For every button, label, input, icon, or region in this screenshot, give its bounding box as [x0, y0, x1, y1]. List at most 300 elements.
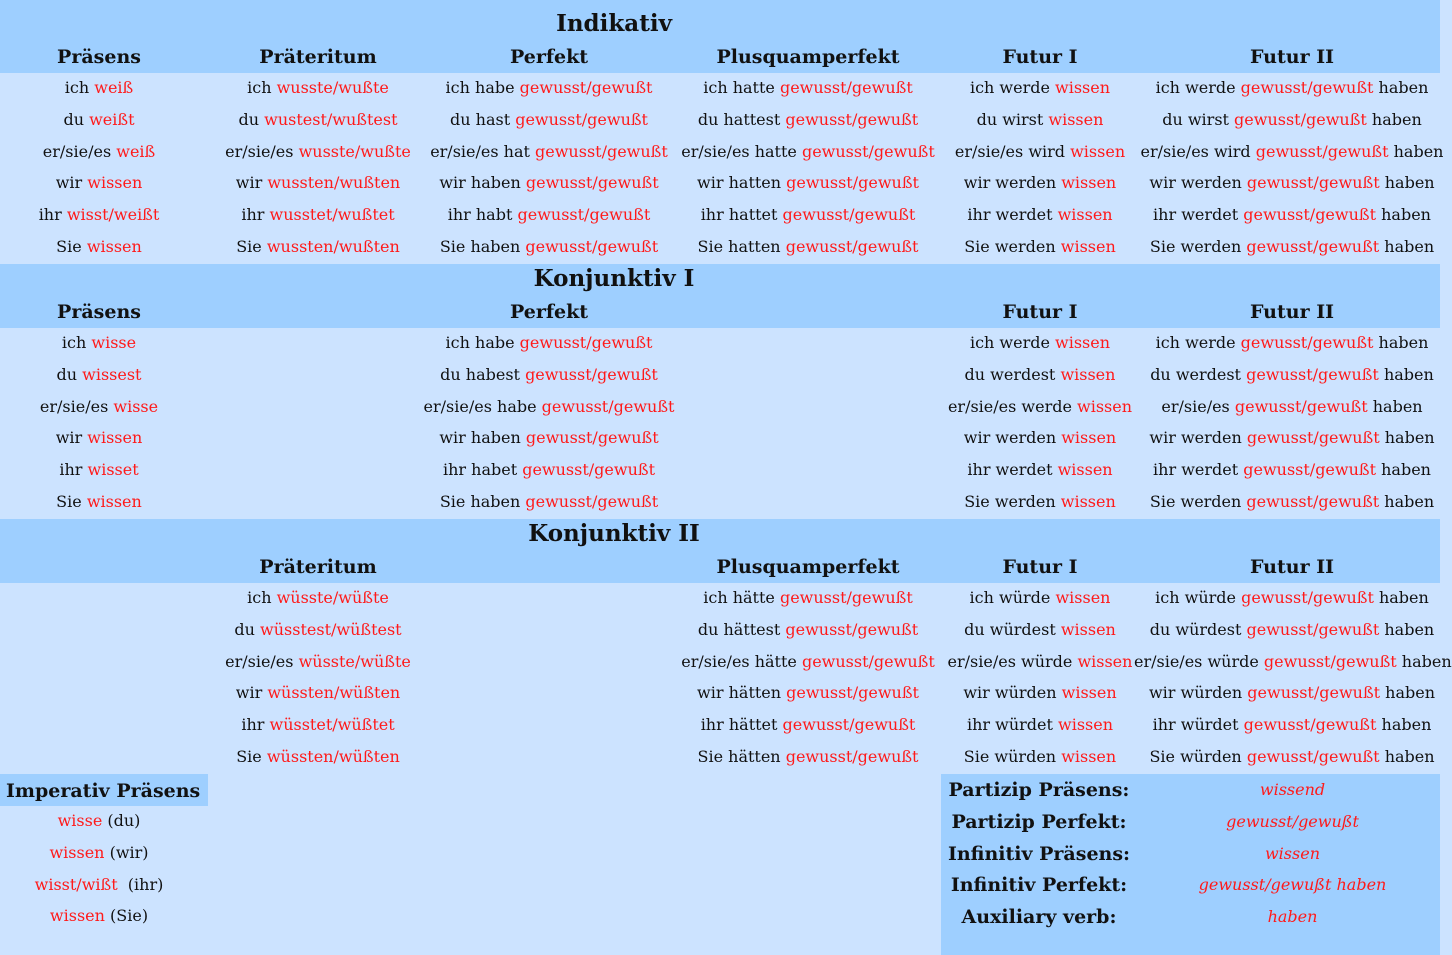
- conjugation-cell: [417, 173, 682, 192]
- cell-prefix: er/sie/es: [225, 651, 299, 671]
- conjugation-cell: [0, 428, 208, 447]
- cell-verb-form: gewusst/gewußt: [1240, 333, 1374, 352]
- imperativ-row: [0, 906, 198, 925]
- cell-prefix: Sie würden: [963, 747, 1062, 766]
- cell-verb-form: gewusst/gewußt: [1247, 683, 1381, 703]
- conjugation-cell: [673, 747, 943, 766]
- konjunktiv2-title: Konjunktiv II: [528, 520, 700, 547]
- conjugation-cell: [673, 652, 943, 671]
- konjunktiv2-col-header: Futur II: [1250, 556, 1334, 578]
- konjunktiv1-col-header: Perfekt: [509, 301, 589, 323]
- cell-prefix: ich werde: [969, 78, 1056, 97]
- cell-verb-form: wustest/wußtest: [264, 109, 398, 129]
- conjugation-cell: [673, 588, 943, 607]
- participle-label: Partizip Perfekt:: [951, 810, 1127, 833]
- cell-prefix: wir: [235, 683, 268, 703]
- cell-prefix: er/sie/es wird: [954, 141, 1071, 161]
- cell-prefix: Sie werden: [964, 237, 1061, 256]
- cell-verb-form: gewusst/gewußt: [782, 205, 916, 225]
- cell-prefix: Sie hatten: [697, 237, 786, 256]
- cell-suffix: haben: [1376, 460, 1431, 480]
- cell-suffix: haben: [1379, 237, 1435, 256]
- cell-verb-form: gewusst/gewußt: [519, 78, 653, 97]
- cell-verb-form: wissen: [1061, 428, 1117, 448]
- participle-value: wissend: [1259, 780, 1326, 799]
- cell-suffix: haben: [1379, 492, 1435, 511]
- cell-verb-form: gewusst/gewußt: [525, 237, 659, 256]
- indikativ-title: Indikativ: [556, 10, 672, 37]
- konjunktiv1-col-header: Futur I: [1002, 301, 1078, 323]
- conjugation-cell: [930, 142, 1150, 161]
- cell-prefix: er/sie/es hätte: [681, 651, 802, 671]
- cell-prefix: ihr hattet: [700, 205, 783, 225]
- cell-verb-form: gewusst/gewußt: [525, 364, 658, 384]
- cell-prefix: er/sie/es hatte: [681, 141, 802, 161]
- cell-verb-form: gewusst/gewußt: [1246, 747, 1380, 766]
- conjugation-cell: [0, 365, 208, 384]
- conjugation-cell: [1134, 78, 1450, 97]
- conjugation-cell: [930, 237, 1150, 256]
- conjugation-cell: [193, 173, 443, 192]
- cell-suffix: haben: [1396, 651, 1452, 671]
- cell-verb-form: wissen: [1055, 588, 1111, 607]
- conjugation-cell: [0, 397, 208, 416]
- cell-prefix: er/sie/es hat: [430, 141, 536, 161]
- cell-prefix: er/sie/es: [39, 396, 114, 416]
- cell-verb-form: gewusst/gewußt: [535, 141, 668, 161]
- conjugation-cell: [930, 428, 1150, 447]
- cell-verb-form: wisse: [113, 396, 159, 416]
- imperativ-verb: wissen: [49, 842, 105, 862]
- cell-verb-form: wissen: [1077, 396, 1133, 416]
- imperativ-pronoun: (Sie): [104, 906, 149, 926]
- cell-prefix: er/sie/es: [1161, 396, 1235, 416]
- cell-verb-form: gewusst/gewußt: [785, 109, 919, 129]
- cell-verb-form: wissen: [86, 492, 142, 511]
- cell-verb-form: wisse: [91, 333, 137, 352]
- participle-label: Partizip Präsens:: [948, 779, 1130, 801]
- cell-prefix: ihr werdet: [1153, 460, 1244, 480]
- cell-prefix: du wirst: [1162, 109, 1235, 129]
- conjugation-cell: [1134, 237, 1450, 256]
- conjugation-cell: [673, 620, 943, 639]
- cell-prefix: Sie: [56, 237, 87, 256]
- cell-verb-form: gewusst/gewußt: [1246, 619, 1380, 639]
- cell-verb-form: wissen: [1057, 460, 1113, 480]
- cell-verb-form: gewusst/gewußt: [1240, 78, 1374, 97]
- cell-verb-form: gewusst/gewußt: [1243, 205, 1377, 225]
- cell-verb-form: weiß: [94, 78, 134, 97]
- cell-prefix: ich hätte: [703, 588, 780, 607]
- imperativ-verb: wissen: [49, 906, 105, 926]
- cell-verb-form: wussten/wußten: [267, 173, 401, 193]
- cell-verb-form: wissen: [1061, 747, 1117, 766]
- cell-prefix: wir hätten: [697, 683, 787, 703]
- conjugation-cell: [673, 78, 943, 97]
- cell-verb-form: gewusst/gewußt: [785, 747, 919, 766]
- conjugation-cell: [1134, 652, 1450, 671]
- cell-suffix: haben: [1378, 364, 1434, 384]
- cell-verb-form: wissen: [1061, 683, 1117, 703]
- conjugation-cell: [193, 620, 443, 639]
- cell-prefix: ich werde: [1155, 333, 1241, 352]
- cell-verb-form: wissen: [1070, 141, 1126, 161]
- cell-prefix: er/sie/es würde: [947, 651, 1078, 671]
- cell-suffix: haben: [1379, 619, 1435, 639]
- conjugation-cell: [193, 142, 443, 161]
- imperativ-pronoun: (du): [102, 811, 141, 830]
- cell-verb-form: gewusst/gewußt: [1243, 460, 1377, 480]
- konjunktiv2-col-header: Präteritum: [259, 556, 377, 578]
- conjugation-cell: [417, 460, 682, 479]
- participle-value: gewusst/gewußt haben: [1198, 875, 1387, 895]
- conjugation-cell: [417, 428, 682, 447]
- participle-value: wissen: [1264, 843, 1320, 863]
- conjugation-cell: [673, 205, 943, 224]
- participle-value: haben: [1267, 907, 1318, 927]
- conjugation-cell: [0, 78, 208, 97]
- conjugation-cell: [1134, 205, 1450, 224]
- conjugation-cell: [673, 173, 943, 192]
- conjugation-cell: [930, 652, 1150, 671]
- conjugation-cell: [930, 78, 1150, 97]
- cell-prefix: er/sie/es habe: [423, 396, 542, 416]
- cell-verb-form: wisset: [87, 460, 139, 480]
- cell-verb-form: gewusst/gewußt: [1246, 173, 1380, 193]
- cell-prefix: du wirst: [976, 109, 1049, 129]
- cell-prefix: Sie: [56, 492, 87, 511]
- conjugation-cell: [930, 683, 1150, 702]
- konjunktiv1-col-header: Präsens: [57, 301, 141, 323]
- cell-suffix: haben: [1379, 173, 1435, 193]
- cell-verb-form: wussten/wußten: [266, 237, 400, 256]
- cell-suffix: haben: [1373, 333, 1429, 352]
- conjugation-cell: [930, 110, 1150, 129]
- conjugation-cell: [417, 142, 682, 161]
- cell-verb-form: gewusst/gewußt: [1246, 237, 1380, 256]
- cell-prefix: wir würden: [1148, 683, 1248, 703]
- conjugation-cell: [930, 173, 1150, 192]
- conjugation-cell: [0, 205, 208, 224]
- cell-prefix: ich: [247, 78, 277, 97]
- konjunktiv1-col-header: Futur II: [1250, 301, 1334, 323]
- cell-prefix: wir haben: [439, 428, 526, 448]
- cell-prefix: ich: [61, 333, 92, 352]
- cell-verb-form: wusstet/wußtet: [269, 205, 395, 225]
- cell-verb-form: gewusst/gewußt: [785, 619, 919, 639]
- imperativ-pronoun: (wir): [104, 842, 149, 862]
- cell-prefix: wir: [55, 173, 88, 193]
- conjugation-cell: [1134, 460, 1450, 479]
- cell-verb-form: gewusst/gewußt: [1246, 428, 1380, 448]
- conjugation-cell: [930, 492, 1150, 511]
- cell-verb-form: wissen: [1061, 173, 1117, 193]
- cell-verb-form: gewusst/gewußt: [1241, 588, 1374, 607]
- conjugation-cell: [417, 237, 682, 256]
- cell-prefix: Sie werden: [1149, 492, 1247, 511]
- cell-prefix: er/sie/es: [225, 141, 299, 161]
- indikativ-col-header: Futur I: [1002, 46, 1078, 68]
- cell-verb-form: gewusst/gewußt: [522, 460, 655, 480]
- conjugation-cell: [193, 588, 443, 607]
- cell-prefix: Sie haben: [439, 492, 526, 511]
- cell-suffix: haben: [1380, 683, 1436, 703]
- cell-prefix: du würdest: [1149, 619, 1247, 639]
- conjugation-cell: [0, 142, 208, 161]
- conjugation-cell: [930, 365, 1150, 384]
- cell-verb-form: wüssten/wüßten: [267, 683, 401, 703]
- conjugation-cell: [1134, 142, 1450, 161]
- cell-verb-form: gewusst/gewußt: [1255, 141, 1389, 161]
- cell-verb-form: wissen: [87, 173, 143, 193]
- cell-prefix: Sie hätten: [697, 747, 786, 766]
- indikativ-col-header: Präteritum: [259, 46, 377, 68]
- conjugation-cell: [930, 715, 1150, 734]
- cell-prefix: du werdest: [964, 364, 1061, 384]
- conjugation-cell: [1134, 492, 1450, 511]
- cell-prefix: ich werde: [969, 333, 1056, 352]
- conjugation-cell: [930, 620, 1150, 639]
- cell-verb-form: wissen: [86, 237, 142, 256]
- cell-verb-form: gewusst/gewußt: [786, 683, 919, 703]
- cell-prefix: ich: [247, 588, 277, 607]
- cell-verb-form: wissen: [87, 428, 143, 448]
- conjugation-cell: [673, 237, 943, 256]
- conjugation-cell: [1134, 333, 1450, 352]
- conjugation-cell: [0, 237, 208, 256]
- conjugation-cell: [0, 110, 208, 129]
- cell-prefix: Sie: [236, 237, 267, 256]
- conjugation-cell: [193, 715, 443, 734]
- conjugation-cell: [193, 237, 443, 256]
- cell-verb-form: weiß: [116, 141, 156, 161]
- cell-prefix: ihr: [241, 205, 270, 225]
- cell-verb-form: wissen: [1060, 364, 1116, 384]
- conjugation-cell: [1134, 747, 1450, 766]
- konjunktiv1-title: Konjunktiv I: [533, 265, 695, 292]
- cell-verb-form: wüssten/wüßten: [266, 747, 400, 766]
- participle-value: gewusst/gewußt: [1226, 811, 1359, 831]
- cell-prefix: Sie würden: [1149, 747, 1247, 766]
- cell-prefix: ihr: [59, 460, 88, 480]
- cell-prefix: wir werden: [1149, 428, 1247, 448]
- cell-verb-form: wissest: [82, 364, 142, 384]
- cell-prefix: wir werden: [963, 173, 1062, 193]
- imperativ-heading: Imperativ Präsens: [0, 774, 208, 806]
- conjugation-cell: [930, 747, 1150, 766]
- imperativ-row: [0, 875, 198, 894]
- cell-prefix: du: [238, 109, 265, 129]
- cell-verb-form: gewusst/gewußt: [785, 237, 919, 256]
- conjugation-cell: [1134, 428, 1450, 447]
- cell-verb-form: gewusst/gewußt: [801, 651, 935, 671]
- conjugation-cell: [417, 365, 682, 384]
- cell-verb-form: wüsste/wüßte: [298, 651, 411, 671]
- cell-suffix: haben: [1379, 747, 1435, 766]
- cell-verb-form: wissen: [1055, 333, 1111, 352]
- cell-verb-form: gewusst/gewußt: [1234, 109, 1367, 129]
- cell-prefix: ich würde: [969, 588, 1056, 607]
- cell-prefix: ihr: [38, 205, 67, 225]
- cell-verb-form: gewusst/gewußt: [519, 333, 653, 352]
- cell-verb-form: weißt: [89, 109, 135, 129]
- cell-prefix: wir würden: [963, 683, 1062, 703]
- cell-prefix: Sie haben: [439, 237, 526, 256]
- cell-verb-form: wissen: [1060, 492, 1116, 511]
- participle-label: Infinitiv Perfekt:: [950, 874, 1128, 897]
- conjugation-cell: [1134, 397, 1450, 416]
- conjugation-cell: [417, 78, 682, 97]
- imperativ-verb: wisse: [57, 811, 103, 830]
- cell-prefix: ich werde: [1155, 78, 1241, 97]
- cell-prefix: ihr habt: [447, 205, 518, 225]
- cell-verb-form: gewusst/gewußt: [1246, 492, 1380, 511]
- cell-verb-form: gewusst/gewußt: [1234, 396, 1368, 416]
- conjugation-cell: [417, 333, 682, 352]
- cell-verb-form: gewusst/gewußt: [525, 428, 659, 448]
- cell-verb-form: wusste/wußte: [298, 141, 411, 161]
- cell-prefix: ihr habet: [442, 460, 523, 480]
- cell-verb-form: wusste/wußte: [276, 78, 389, 97]
- cell-prefix: Sie werden: [964, 492, 1061, 511]
- cell-verb-form: gewusst/gewußt: [525, 492, 659, 511]
- cell-prefix: du: [234, 619, 261, 639]
- conjugation-cell: [1134, 588, 1450, 607]
- cell-verb-form: gewusst/gewußt: [1243, 715, 1377, 735]
- conjugation-cell: [673, 110, 943, 129]
- participle-label: Infinitiv Präsens:: [947, 842, 1131, 865]
- cell-verb-form: gewusst/gewußt: [1263, 651, 1397, 671]
- cell-prefix: du werdest: [1150, 364, 1247, 384]
- conjugation-cell: [1134, 715, 1450, 734]
- conjugation-cell: [1134, 173, 1450, 192]
- conjugation-cell: [1134, 365, 1450, 384]
- cell-verb-form: gewusst/gewußt: [525, 173, 659, 193]
- cell-suffix: haben: [1366, 109, 1422, 129]
- cell-verb-form: wüsste/wüßte: [276, 588, 389, 607]
- cell-prefix: er/sie/es würde: [1134, 651, 1264, 671]
- cell-prefix: ihr werdet: [1153, 205, 1244, 225]
- cell-verb-form: gewusst/gewußt: [515, 109, 648, 129]
- cell-prefix: du hattest: [697, 109, 786, 129]
- cell-verb-form: gewusst/gewußt: [786, 173, 919, 193]
- cell-verb-form: wissen: [1058, 715, 1114, 735]
- cell-verb-form: wissen: [1060, 237, 1116, 256]
- cell-prefix: wir: [235, 173, 268, 193]
- conjugation-cell: [0, 460, 208, 479]
- imperativ-row: [0, 843, 198, 862]
- indikativ-col-header: Futur II: [1250, 46, 1334, 68]
- conjugation-cell: [417, 492, 682, 511]
- cell-prefix: du würdest: [964, 619, 1061, 639]
- conjugation-cell: [193, 78, 443, 97]
- conjugation-cell: [193, 110, 443, 129]
- cell-verb-form: gewusst/gewußt: [779, 78, 913, 97]
- cell-verb-form: wissen: [1048, 109, 1104, 129]
- cell-suffix: haben: [1367, 396, 1423, 416]
- cell-verb-form: wissen: [1055, 78, 1111, 97]
- conjugation-cell: [1134, 683, 1450, 702]
- cell-prefix: ich habe: [445, 333, 520, 352]
- cell-verb-form: wüsstest/wüßtest: [260, 619, 402, 639]
- cell-prefix: ich habe: [445, 78, 520, 97]
- cell-prefix: ich hatte: [703, 78, 780, 97]
- cell-prefix: ich würde: [1155, 588, 1242, 607]
- cell-prefix: wir: [55, 428, 88, 448]
- cell-prefix: wir werden: [1149, 173, 1247, 193]
- conjugation-cell: [0, 333, 208, 352]
- conjugation-cell: [417, 110, 682, 129]
- cell-prefix: wir haben: [439, 173, 526, 193]
- cell-prefix: du hättest: [697, 619, 786, 639]
- cell-suffix: haben: [1388, 141, 1444, 161]
- cell-suffix: haben: [1376, 205, 1431, 225]
- conjugation-cell: [1134, 620, 1450, 639]
- cell-suffix: haben: [1379, 428, 1435, 448]
- conjugation-cell: [930, 397, 1150, 416]
- konjunktiv2-col-header: Futur I: [1002, 556, 1078, 578]
- cell-verb-form: wissen: [1077, 651, 1133, 671]
- cell-prefix: ich: [64, 78, 95, 97]
- cell-prefix: er/sie/es werde: [947, 396, 1078, 416]
- cell-prefix: wir werden: [963, 428, 1062, 448]
- cell-prefix: ihr werdet: [967, 205, 1058, 225]
- conjugation-cell: [417, 397, 682, 416]
- conjugation-cell: [193, 205, 443, 224]
- cell-prefix: Sie werden: [1149, 237, 1247, 256]
- indikativ-col-header: Plusquamperfekt: [716, 46, 900, 68]
- conjugation-cell: [930, 333, 1150, 352]
- cell-verb-form: gewusst/gewußt: [782, 715, 916, 735]
- imperativ-verb: wisst/wißt: [34, 874, 118, 894]
- conjugation-cell: [193, 747, 443, 766]
- cell-prefix: ihr würdet: [966, 715, 1058, 735]
- conjugation-cell: [0, 492, 208, 511]
- cell-prefix: du habest: [440, 364, 526, 384]
- conjugation-cell: [0, 173, 208, 192]
- indikativ-col-header: Präsens: [57, 46, 141, 68]
- cell-verb-form: gewusst/gewußt: [801, 141, 935, 161]
- cell-prefix: Sie: [236, 747, 267, 766]
- conjugation-cell: [673, 683, 943, 702]
- imperativ-row: [0, 811, 198, 830]
- indikativ-col-header: Perfekt: [509, 46, 589, 68]
- cell-verb-form: gewusst/gewußt: [541, 396, 675, 416]
- cell-prefix: er/sie/es wird: [1140, 141, 1256, 161]
- cell-prefix: ihr würdet: [1152, 715, 1244, 735]
- cell-prefix: du: [63, 109, 90, 129]
- conjugation-cell: [930, 460, 1150, 479]
- cell-verb-form: wüsstet/wüßtet: [269, 715, 395, 735]
- cell-prefix: du hast: [450, 109, 516, 129]
- conjugation-cell: [417, 205, 682, 224]
- conjugation-cell: [673, 715, 943, 734]
- cell-suffix: haben: [1373, 78, 1429, 97]
- conjugation-cell: [193, 652, 443, 671]
- cell-suffix: haben: [1376, 715, 1432, 735]
- imperativ-pronoun: (ihr): [117, 874, 164, 894]
- cell-verb-form: wisst/weißt: [66, 205, 160, 225]
- cell-verb-form: wissen: [1057, 205, 1113, 225]
- cell-verb-form: gewusst/gewußt: [517, 205, 651, 225]
- cell-prefix: ihr: [241, 715, 270, 735]
- cell-prefix: er/sie/es: [42, 141, 117, 161]
- conjugation-cell: [673, 142, 943, 161]
- cell-verb-form: wissen: [1060, 619, 1116, 639]
- participle-label: Auxiliary verb:: [961, 906, 1117, 929]
- cell-prefix: ihr werdet: [967, 460, 1058, 480]
- konjunktiv2-col-header: Plusquamperfekt: [716, 556, 900, 578]
